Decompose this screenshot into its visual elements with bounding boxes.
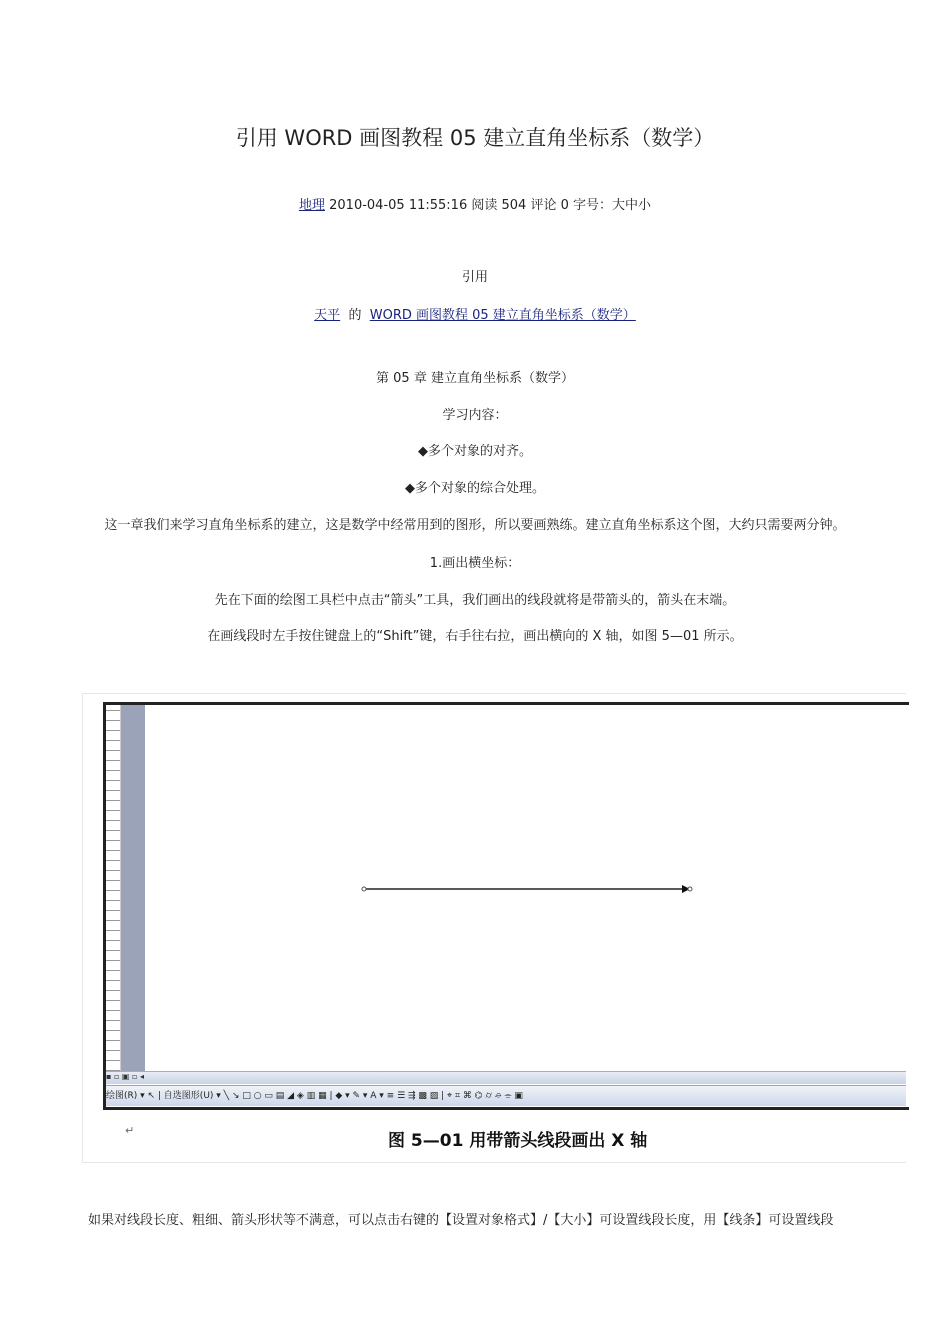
- bottom-paragraph: 如果对线段长度、粗细、箭头形状等不满意，可以点击右键的【设置对象格式】/【大小】可设置线段长度，用【线条】可设置线段: [88, 1213, 834, 1228]
- of-text: 的: [348, 308, 362, 323]
- figure-screenshot: [82, 693, 906, 1163]
- post-datetime: 2010-04-05 11:55:16: [329, 198, 468, 213]
- drawing-toolbar: 绘图(R) ▾ ↖ | 自选图形(U) ▾ ╲ ↘ □ ○ ▭ ▤ ◢ ◈ ▥ ▦ | ◆ ▾ ✎ ▾ A ▾ ≡ ☰ ⇶ ▩ ▨ | ⌖ ⌗ ⌘ ⌬ ⌭ ⌮ ⌯ ▣: [106, 1085, 906, 1106]
- chapter-title: 第 05 章 建立直角坐标系（数学）: [376, 371, 574, 386]
- step-paragraph: 在画线段时左手按住键盘上的“Shift”键，右手往右拉，画出横向的 X 轴，如图 5—01 所示。: [207, 629, 743, 644]
- intro-paragraph: 这一章我们来学习直角坐标系的建立，这是数学中经常用到的图形，所以要画熟练。建立直角坐标系这个图，大约只需要两分钟。: [104, 518, 846, 533]
- quote-source: [0, 304, 950, 323]
- bullet-item: ◆多个对象的对齐。: [418, 444, 532, 459]
- read-count: 阅读 504: [471, 198, 527, 213]
- step-heading: 1.画出横坐标：: [429, 556, 521, 571]
- word-window: [103, 702, 909, 1110]
- figure-caption: 图 5—01 用带箭头线段画出 X 轴: [388, 1131, 648, 1151]
- post-meta: [0, 194, 950, 213]
- study-heading: 学习内容：: [442, 408, 508, 423]
- comment-count: 评论 0: [530, 198, 569, 213]
- author-link[interactable]: 天平: [314, 308, 341, 323]
- step-paragraph: 先在下面的绘图工具栏中点击“箭头”工具，我们画出的线段就将是带箭头的，箭头在末端。: [214, 593, 736, 608]
- start-handle: [362, 887, 366, 891]
- end-handle: [688, 887, 692, 891]
- article-link[interactable]: WORD 画图教程 05 建立直角坐标系（数学）: [369, 308, 636, 323]
- page-title: 引用 WORD 画图教程 05 建立直角坐标系（数学）: [235, 126, 715, 150]
- x-axis-drawing: [106, 705, 906, 1071]
- view-buttons-bar: ▪ ▫ ▣ ▫ ◂: [106, 1071, 906, 1084]
- font-size-control[interactable]: 字号：大中小: [573, 198, 652, 213]
- category-link[interactable]: 地理: [298, 198, 325, 213]
- return-mark: ↵: [125, 1124, 135, 1137]
- bullet-item: ◆多个对象的综合处理。: [405, 481, 545, 496]
- quote-label: 引用: [461, 270, 488, 285]
